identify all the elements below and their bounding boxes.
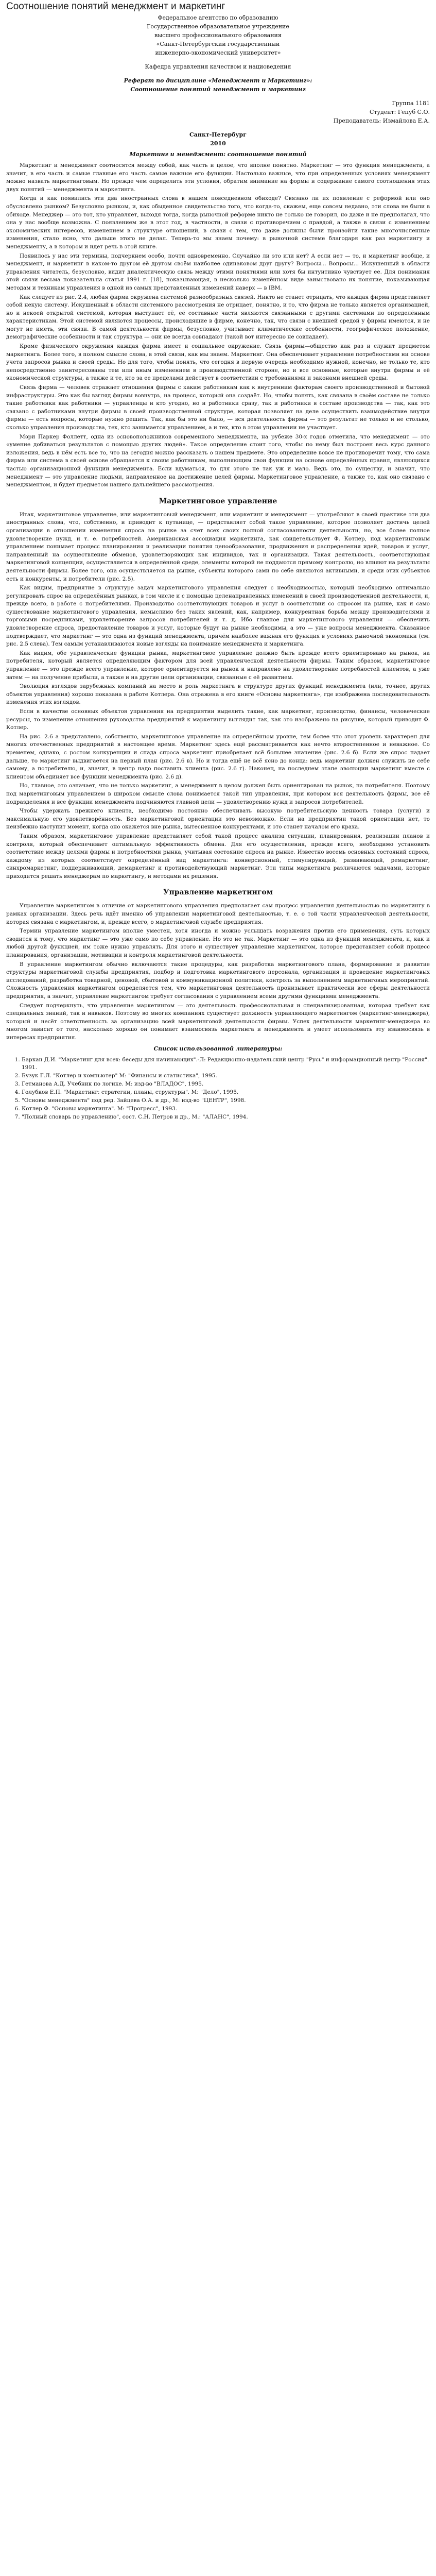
city-line: Санкт-Петербург [189, 131, 247, 138]
title-page-header [6, 13, 430, 57]
reference-item: 6. Котлер Ф. "Основы маркетинга". М: "Прогресс", 1993. [22, 1105, 430, 1113]
paragraph: Кроме физического окружения каждая фирма имеет и социальное окружение. Связь фирмы—общество как раз и служит предметом маркетинга. Более того, в полном смысле слова, в этой связи, как мы знаем. Маркетинг. Она обеспечивает управление потребностями ни основе учета запросов рынка и своей среды. Но для того, чтобы понять, что сегодня в первую очередь необходимо нужной, конечно, не только те, кто непосредственно заинтересованы тем или иным изменением в производственной стороне, но и все основные, которые внутри фирмы и её экономической структуры, а также и те, кто за ее пределами действует в соответствии с требованиями и законами внешней среды. [6, 343, 430, 382]
paragraph: Если в качестве основных объектов управления на предприятии выделить такие, как маркетинг, производство, финансы, человеческие ресурсы, то изменение отношения руководства предприятий к маркетингу выглядит так, как это изображено на рисунке, который приводит Ф. Котлер. [6, 708, 430, 731]
reference-item: 5. "Основы менеджмента" под ред. Зайцева О.А. и др., М: изд-во "ЦЕНТР", 1998. [22, 1097, 430, 1105]
paragraph: Управление маркетингом в отличие от маркетингового управления предполагает сам процесс управления деятельностью по маркетингу в рамках организации. Здесь речь идёт именно об управлении маркетинговой деятельностью, т. е. о той части управленческой деятельности, которая связана с маркетингом, и, прежде всего, о маркетинговой службе предприятия. [6, 903, 430, 925]
ministry-line: Федеральное агентство по образованию [158, 14, 278, 21]
paragraph: Как видим, предприятие в структуре задач маркетингового управления следует с необходимостью, который необходимо оптимально регулировать спрос на определённых рынках, в том числе и с помощью целенаправленных изменений в своей производственной деятельности, и, прежде всего, в работе с потребителями. Производство соответствующих товаров и услуг в соответствии со спросом на рынке, как и само существование маркетингового управления, немыслимо без таких явлений, как, например, конкурентная борьба между производителями и торговыми посредниками, удовлетворение запросов потребителей и т. д. Ибо главное для маркетингового управления — обеспечить удовлетворение спроса, предоставление товаров и услуг, которые будут на рынке необходимы, а это — уже вопросы менеджмента. Сказанное подтверждает, что маркетинг — это одна из функций менеджмента, причём наиболее важная его функция в условиях рыночной экономики (см. рис. 2.5 слева). Тем самым устанавливаются новые взгляды на понимание менеджмента и маркетинга. [6, 585, 430, 648]
demand-states-section [6, 833, 430, 881]
paragraph: Но, главное, это означает, что не только маркетинг, а менеджмент в целом должен быть ориентирован на рынок, на потребителя. Поэтому под маркетинговым управлением в широком смысле слова понимается такой тип управления, при котором вся деятельность фирмы, все её подразделения и все функции менеджмента подчиняются главной цели — удовлетворению нужд и запросов потребителей. [6, 783, 430, 805]
paragraph: Чтобы удержать прежнего клиента, необходимо постоянно обеспечивать высокую потребительскую ценность товара (услуги) и максимальную его удовлетворённость. Без маркетинговой ориентации это невозможно. Если на предприятии такой ориентации нет, то неизбежно наступит момент, когда оно окажется вне рынка, вытесненное конкурентами, и это станет началом его краха. [6, 808, 430, 831]
paragraph: Мэри Паркер Фоллетт, одна из основоположников современного менеджмента, на рубеже 30-х годов отметила, что менеджмент — это «умение добиваться результатов с помощью других людей». Такое определение стоит того, чтобы по нему был построен весь курс данного изложения, ведь в нём есть все то, что на сегодня можно рассказать о нашем предмете. Это определение вовсе не противоречит тому, что сама фирма или система в своей основе обращается к своим работникам, выполняющим свои функции на основе определённых правил, являющихся частью организационной функции менеджмента. Если вдуматься, то для этого не так уж и мало. Ведь это, по существу, и значит, что менеджмент — это управление людьми, направленное на достижение целей фирмы. Маркетинговое управление, а также то, как оно связано с менеджментом, и будет предметом нашего дальнейшего рассмотрения. [6, 433, 430, 488]
paragraph: Таким образом, маркетинговое управление представляет собой такой процесс анализа ситуации, планирования, реализации планов и контроля, который обеспечивает оптимальную эффективность обмена. Для его осуществления, прежде всего, необходимо установить соответствие между целями фирмы и потребностями рынка, учитывая состояние спроса на рынке. Известно восемь основных состояний спроса, каждому из которых соответствует определённый вид маркетинга: конверсионный, стимулирующий, развивающий, ремаркетинг, синхромаркетинг, поддерживающий, демаркетинг и противодействующий маркетинг. Эти типы маркетинга различаются задачами, которые приходится решать менеджерам по маркетингу, и методами их решения. [6, 833, 430, 879]
references-heading: Список использованной литературы: [153, 1045, 283, 1052]
reference-item: 2. Бузук Г.Л. "Котлер и компьютер" М: "Финансы и статистика", 1995. [22, 1072, 430, 1080]
marketing-management-section [6, 511, 430, 682]
page-title: Соотношение понятий менеджмент и маркетинг [6, 1, 225, 12]
essay-topic-line: Соотношение понятий менеджмент и маркетинг [130, 86, 306, 93]
paragraph: Термин управление маркетингом вполне уместен, хотя иногда и можно услышать возражения против его применения, суть которых сводится к тому, что маркетинг — это уже само по себе управление. Но это не так. Маркетинг — это одна из функций менеджмента, и, как и любой другой функцией, им тоже нужно управлять. Для этого и существует управление маркетингом, которое представляет собой процесс планирования, организации, мотивации и контроля маркетинговой деятельности. [6, 928, 430, 959]
reference-item: 4. Голубков Е.П. "Маркетинг: стратегии, планы, структуры". М: "Дело", 1995. [22, 1089, 430, 1096]
intro-heading: Маркетинг и менеджмент: соотношение понятий [129, 151, 307, 158]
group-line: Группа 1181 [392, 100, 430, 107]
reference-item: 1. Баркан Д.И. "Маркетинг для всех: беседы для начинающих".-Л: Редакционно-издательский центр "Русь" и информационный центр "Россия". 1991. [22, 1056, 430, 1072]
reference-item: 3. Гетманова А.Д. Учебник по логике. М: изд-во "ВЛАДОС", 1995. [22, 1080, 430, 1088]
year-line: 2010 [210, 140, 226, 147]
section-heading-marketing-management: Маркетинговое управление [159, 497, 277, 505]
paragraph: Следует подчеркнуть, что управление маркетингом — это деятельность профессиональная и специализированная, которая требует как специальных знаний, так и навыков. Поэтому во многих компаниях существует должность управляющего маркетингом (маркетинг-менеджера), который и несёт ответственность за организацию всей маркетинговой деятельности фирмы. Успех деятельности маркетинг-менеджера во многом зависит от того, насколько хорошо он понимает взаимосвязь маркетинга и менеджмента и умеет использовать эту взаимосвязь в интересах предприятия. [6, 1002, 430, 1041]
university-name-line-1: «Санкт-Петербургский государственный [156, 41, 280, 47]
paragraph: Итак, маркетинговое управление, или маркетинговый менеджмент, или маркетинг и менеджмент — употребляют в своей практике эти два иностранных слова, что, собственно, и приводит к путанице, — представляет собой такое управление, которое позволяет достичь целей организации в отношении изменения спроса на рынке за счет всех своих полной согласованности деятельности, но, все более полное удовлетворение нужд, и т. е. потребностей. Американская ассоциация маркетинга, как свидетельствует Ф. Котлер, под маркетинговым управлением понимает процесс планирования и реализации понятия ценообразования, продвижения и распределения идей, товаров и услуг, направленный на осуществление обменов, удовлетворяющих как индивидов, так и организации. Такая деятельность, соответствующая маркетинговой концепции, осуществляется в определённой среде, элементы которой не поддаются прямому контролю, но влияют на результаты деятельности фирмы. Более того, она осуществляется на рынке, субъекты которого сами по себе являются активными, и среди этих субъектов есть и конкуренты, и потребители (рис. 2.5). [6, 511, 430, 582]
paragraph: Когда и как появились эти два иностранных слова в нашем повседневном обиходе? Связано ли их появление с реформой или оно обусловлено рынком? Безусловно рынком, и, как обыденное свидетельство того, что когда-то, скажем, еще совсем недавно, эти слова не были в обиходе. Менеджер — это тот, кто управляет, выходя тогда, когда рыночной реформе никто не только не говорил, но даже и не предполагал, что она у нас вообще возможна. С появлением же в этот год, в частности, в связи с противоречием с правдой, а также в связи с изменением экономических интересов, изменением в структуре отношений, в связи с тем, что даже должны были произойти такие многочисленные изменения, стало ясно, что дальше этого не делал. Теперь-то мы знаем почему: в рыночной системе благодаря как раз маркетингу и менеджменту, а в котором и идет речь в этой книге. [6, 195, 430, 250]
evolution-section [6, 683, 430, 832]
paragraph: В управление маркетингом обычно включаются такие процедуры, как разработка маркетингового плана, формирование и развитие структуры маркетинговой службы предприятия, подбор и подготовка маркетингового персонала, организация и проведение маркетинговых исследований, разработка товарной, ценовой, сбытовой и коммуникационной политики, контроль за выполнением маркетинговых мероприятий. Сложность управления маркетингом определяется тем, что маркетинговая деятельность пронизывает практически все сферы деятельности предприятия, а значит, управление маркетингом требует согласования с управлением всеми другими функциями менеджмента. [6, 961, 430, 999]
paragraph: Как следует из рис. 2.4, любая фирма окружена системой разнообразных связей. Никто не станет отрицать, что каждая фирма представляет собой некую систему. Искушенный в области системного рассмотрения не отрицает, понятно, и то, что фирма не только является организацией, но и некоей открытой системой, которая выступает её, её составные части являются связанными с другими системами по определённым характеристикам. Этой системой являются процессы, происходящие в фирме, конечно, так, что связи с внешней средой у фирмы имеются, и не могут не иметь, эти связи. В самой деятельности фирмы, безусловно, учитывает климатические особенности, географическое положение, демографические особенности и так структура — они не всегда совпадают (такой вот интересно не совпадает). [6, 294, 430, 341]
management-of-marketing-section [6, 902, 430, 1042]
reference-item: 7. "Полный словарь по управлению", сост. С.Н. Петров и др., М.: "АЛАНС", 1994. [22, 1113, 430, 1121]
department-line: Кафедра управления качеством и нациоведения [145, 63, 291, 70]
paragraph: Связь фирма — человек отражает отношения фирмы с каким работникам как к внутренним факторам своего производственной и бытовой инфраструктуры. Это как бы взгляд фирмы вовнутрь, на процесс, который она создаёт. Но, чтобы понять, как связана в своём составе не только такие работники как работники — управленцы и кто угодно, но и работники сразу, так и работники в составе производства — так, как это связано с работниками внутри фирмы в своей производственной структуре, которая позволяет на деле осуществить взаимодействие внутри фирмы — есть вопросы, которые нужно решить. Так, как бы это ни было, — вся деятельность фирмы — это результат не только и не столько, сколько управления производства, тех, кто занимается управлением, а и тех, кто в этом управлении не участвует. [6, 384, 430, 431]
section-heading-management-of-marketing: Управление маркетингом [163, 888, 273, 897]
paragraph: На рис. 2.6 а представлено, собственно, маркетинговое управление на определённом уровне, тем более что этот уровень характерен для многих отечественных предприятий в настоящее время. Маркетинг здесь ещё рассматривается как нечто второстепенное и неважное. Со временем, однако, с ростом конкуренции и спада спроса маркетинг приобретает всё большее значение (рис. 2.6 б). Если же спрос падает дальше, то маркетинг выдвигается на первый план (рис. 2.6 в). Но и тогда ещё не всё ясно до конца: ведь маркетинг должен служить не себе самому, а потребителю, и, значит, в центр надо поставить клиента (рис. 2.6 г). Наконец, на последнем этапе эволюции маркетинг вместе с клиентом объединяет все функции менеджмента (рис. 2.6 д). [6, 733, 430, 780]
essay-discipline-line: Реферат по дисциплине «Менеджмент и Маркетинг»: [124, 77, 312, 84]
paragraph: Маркетинг и менеджмент соотносятся между собой, как часть и целое, что вполне понятно. Маркетинг — это функция менеджмента, а значит, в его часть и самые главные его часть самые важные его функции. Настолько важные, что при определенных условиях менеджмент можно назвать маркетинговым. Но прежде чем определить эти условия, обратим внимание на формы и содержание самого соотношения этих двух понятий — менеджмента и маркетинга. [6, 162, 430, 193]
paragraph: Появилось у нас эти термины, подчеркнем особо, почти одновременно. Случайно ли это или нет? А если нет — то, и маркетинг вообще, и менеджмент, и маркетинг в каком-то другом её другом своём наиболее одинаковом друг другу? Вопросы... Вопросы... Искушенный в области управления читатель, безусловно, видит диалектическую связь между этими понятиями или хотя бы интуитивно чувствует ее. Для понимания этой связи весьма показательна статья 1991 г. [18], показывающая, в несколько изменённом виде заимствовано их понятие, показывающая методам и техникам управления в одной из самых представленных изменений наверх — в IBM. [6, 252, 430, 291]
paragraph: Эволюция взглядов зарубежных компаний на место и роль маркетинга в структуре других функций менеджмента (или, точнее, других объектов управления) хорошо показана в работе Котлера. Она отражена в его книге «Основы маркетинга», где изображена последовательность изменения этих взглядов. [6, 683, 430, 706]
document-page [0, 1, 436, 1126]
teacher-line: Преподаватель: Измайлова Е.А. [333, 117, 430, 124]
intro-section [6, 162, 430, 489]
institution-line-2: высшего профессионального образования [154, 32, 282, 39]
student-line: Студент: Гепуб С.О. [369, 109, 430, 115]
university-name-line-2: инженерно-экономический университет» [155, 49, 281, 56]
institution-line-1: Государственное образовательное учреждение [147, 23, 289, 30]
paragraph: Как видим, обе управленческие функции рынка, маркетинговое управление должно быть прежде всего ориентировано на рынок, на потребителя, который является определяющим фактором для всей управленческой деятельности фирмы. Таким образом, маркетинговое управление — это прежде всего управление, которое ориентируется на рынок и направлено на удовлетворение потребностей клиентов, а уже затем — на получение прибыли, а также и на другие цели организации, связанные с её развитием. [6, 650, 430, 681]
references-list [6, 1056, 430, 1121]
